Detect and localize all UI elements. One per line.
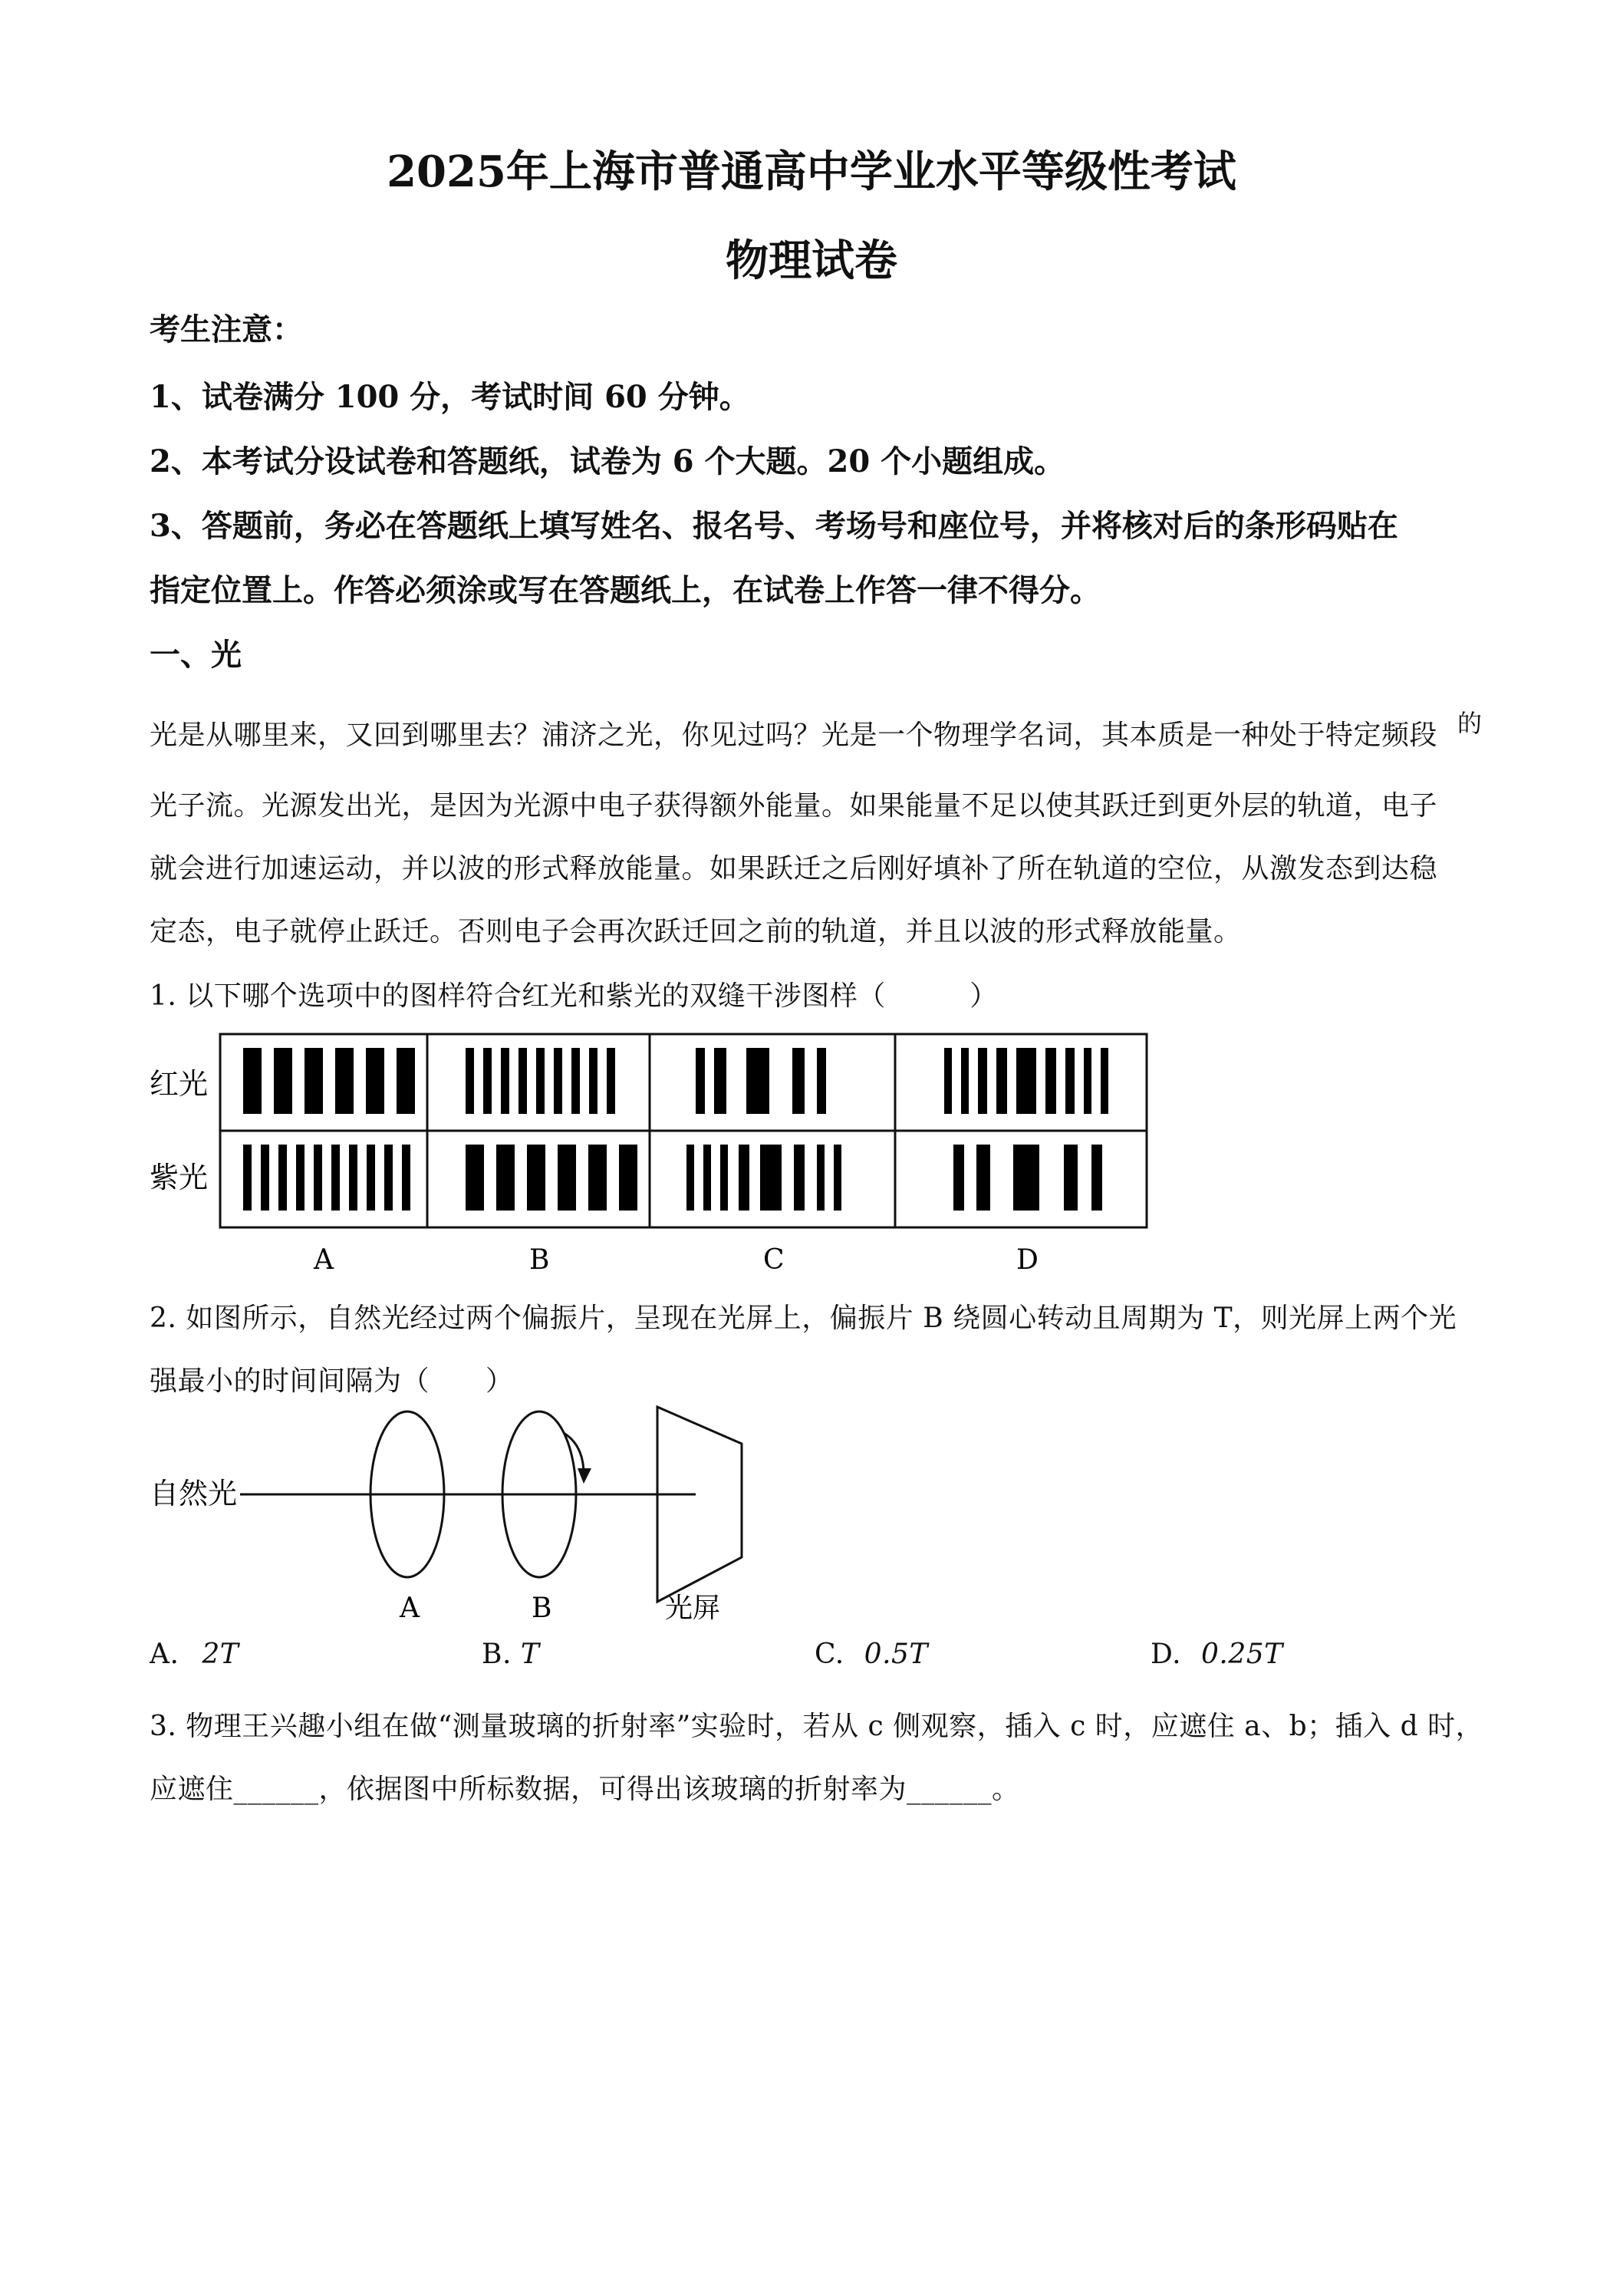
stripe-c-violet-8	[834, 1145, 841, 1211]
stripe-d-red-8	[1084, 1048, 1091, 1114]
stripe-d-red-3	[978, 1048, 987, 1114]
stripe-d-red-4	[996, 1048, 1007, 1114]
stripe-c-red-3	[746, 1048, 769, 1114]
notice-item-3-cont: 指定位置上。作答必须涂或写在答题纸上，在试卷上作答一律不得分。	[150, 572, 1101, 608]
q2-choice-a-value: 2T	[202, 1639, 239, 1670]
exam-subtitle: 物理试卷	[726, 236, 897, 286]
row-label-red: 红光	[150, 1067, 209, 1101]
stripe-b-violet-3	[527, 1145, 545, 1211]
stripe-b-red-4	[519, 1048, 527, 1114]
stripe-a-violet-1	[243, 1145, 252, 1211]
stripe-d-red-7	[1065, 1048, 1075, 1114]
stripe-c-violet-6	[794, 1145, 805, 1211]
notice-item-3: 3、答题前，务必在答题纸上填写姓名、报名号、考场号和座位号，并将核对后的条形码贴在	[150, 508, 1398, 544]
stripe-c-red-5	[817, 1048, 826, 1114]
stripe-a-red-1	[243, 1048, 262, 1114]
q2-choice-b-letter: B.	[482, 1639, 512, 1670]
q2-choice-b-value: T	[520, 1639, 540, 1670]
stripe-a-violet-9	[384, 1145, 393, 1211]
pattern-grid	[220, 1034, 1147, 1227]
stripe-b-violet-4	[558, 1145, 576, 1211]
row-label-violet: 紫光	[150, 1161, 209, 1194]
stripe-a-violet-5	[314, 1145, 322, 1211]
polarizer-a-label: A	[400, 1593, 420, 1624]
optical-path	[240, 1407, 742, 1602]
screen-label: 光屏	[665, 1593, 721, 1624]
q3-line-1: 3. 物理王兴趣小组在做“测量玻璃的折射率”实验时，若从 c 侧观察，插入 c 时，应遮住 a、b；插入 d 时，	[150, 1711, 1484, 1742]
intro-line-2: 光子流。光源发出光，是因为光源中电子获得额外能量。如果能量不足以使其跃迁到更外层的轨道，电子	[150, 790, 1438, 822]
stripe-d-violet-2	[976, 1145, 990, 1211]
stripe-b-red-3	[501, 1048, 509, 1114]
stripe-c-violet-2	[703, 1145, 711, 1211]
stripe-b-red-6	[554, 1048, 562, 1114]
natural-light-label: 自然光	[150, 1477, 238, 1510]
polarizer-diagram-svg	[150, 1404, 763, 1634]
stripe-b-red-1	[466, 1048, 474, 1114]
q2-choice-d-value: 0.25T	[1200, 1639, 1283, 1670]
q1-text: 1. 以下哪个选项中的图样符合红光和紫光的双缝干涉图样（ ）	[150, 980, 998, 1012]
screen-shape	[657, 1407, 742, 1602]
stripe-d-red-2	[961, 1048, 969, 1114]
option-label-d: D	[1016, 1244, 1039, 1276]
q2-line-2: 强最小的时间间隔为（ ）	[150, 1365, 514, 1397]
q2-choice-c-letter: C.	[815, 1639, 844, 1670]
q2-choice-a	[150, 1639, 239, 1670]
stripe-b-violet-2	[496, 1145, 515, 1211]
stripe-b-violet-5	[588, 1145, 607, 1211]
stripe-a-violet-7	[349, 1145, 357, 1211]
stripe-b-red-7	[571, 1048, 580, 1114]
q1-figure	[150, 1029, 1170, 1283]
stripe-a-red-3	[305, 1048, 323, 1114]
stripe-a-violet-10	[402, 1145, 410, 1211]
stripe-a-violet-4	[296, 1145, 305, 1211]
q2-choice-c	[815, 1639, 928, 1670]
polarizer-b-label: B	[532, 1593, 552, 1624]
q2-choice-d-letter: D.	[1151, 1639, 1182, 1670]
stripe-d-violet-5	[1091, 1145, 1102, 1211]
intro-line-4: 定态，电子就停止跃迁。否则电子会再次跃迁回之前的轨道，并且以波的形式释放能量。	[150, 916, 1242, 947]
q2-figure	[150, 1404, 763, 1634]
stripe-d-violet-3	[1013, 1145, 1039, 1211]
q2-line-1: 2. 如图所示，自然光经过两个偏振片，呈现在光屏上，偏振片 B 绕圆心转动且周期为 T，则光屏上两个光	[150, 1303, 1457, 1334]
stripe-c-violet-7	[817, 1145, 825, 1211]
option-label-a: A	[314, 1244, 334, 1276]
rotation-arrowhead-icon	[578, 1468, 591, 1484]
stripe-b-red-9	[607, 1048, 615, 1114]
stripe-c-red-1	[696, 1048, 705, 1114]
stripe-d-red-9	[1101, 1048, 1108, 1114]
option-label-c: C	[763, 1244, 785, 1276]
intro-line-1-tail: 的	[1457, 709, 1483, 738]
stripe-b-red-2	[483, 1048, 492, 1114]
stripe-d-violet-1	[953, 1145, 964, 1211]
stripe-c-violet-1	[686, 1145, 694, 1211]
stripe-a-red-2	[274, 1048, 292, 1114]
stripe-a-red-6	[397, 1048, 415, 1114]
intro-line-3: 就会进行加速运动，并以波的形式释放能量。如果跃迁之后刚好填补了所在轨道的空位，从激发态到达稳	[150, 853, 1438, 884]
section-heading: 一、光	[150, 637, 242, 673]
stripe-b-violet-6	[619, 1145, 637, 1211]
q2-choice-b	[482, 1639, 539, 1670]
stripes	[243, 1048, 1108, 1211]
exam-title: 2025年上海市普通高中学业水平等级性考试	[387, 147, 1236, 197]
option-label-b: B	[529, 1244, 550, 1276]
stripe-d-red-1	[944, 1048, 952, 1114]
notice-item-2: 2、本考试分设试卷和答题纸，试卷为 6 个大题。20 个小题组成。	[150, 443, 1065, 479]
stripe-d-violet-4	[1064, 1145, 1078, 1211]
stripe-c-red-4	[792, 1048, 805, 1114]
q3-line-2: 应遮住______，依据图中所标数据，可得出该玻璃的折射率为______。	[150, 1774, 1020, 1805]
notice-item-1: 1、试卷满分 100 分，考试时间 60 分钟。	[150, 379, 750, 415]
stripe-a-red-5	[366, 1048, 384, 1114]
notice-heading: 考生注意：	[150, 311, 303, 348]
stripe-a-violet-8	[367, 1145, 375, 1211]
stripe-c-red-2	[714, 1048, 726, 1114]
stripe-a-violet-6	[331, 1145, 340, 1211]
q2-choice-c-value: 0.5T	[864, 1639, 928, 1670]
stripe-b-violet-1	[466, 1145, 484, 1211]
stripe-c-violet-4	[739, 1145, 749, 1211]
stripe-d-red-6	[1045, 1048, 1056, 1114]
stripe-b-red-5	[536, 1048, 545, 1114]
interference-patterns-svg	[150, 1029, 1170, 1283]
stripe-a-violet-2	[261, 1145, 269, 1211]
q2-choice-a-letter: A.	[150, 1639, 179, 1670]
stripe-c-violet-5	[760, 1145, 782, 1211]
q2-choice-d	[1151, 1639, 1283, 1670]
stripe-a-violet-3	[278, 1145, 287, 1211]
stripe-c-violet-3	[720, 1145, 728, 1211]
stripe-a-red-4	[335, 1048, 354, 1114]
stripe-d-red-5	[1016, 1048, 1036, 1114]
stripe-b-red-8	[589, 1048, 598, 1114]
intro-line-1: 光是从哪里来，又回到哪里去？浦济之光，你见过吗？光是一个物理学名词，其本质是一种处于特定频段	[150, 720, 1438, 751]
